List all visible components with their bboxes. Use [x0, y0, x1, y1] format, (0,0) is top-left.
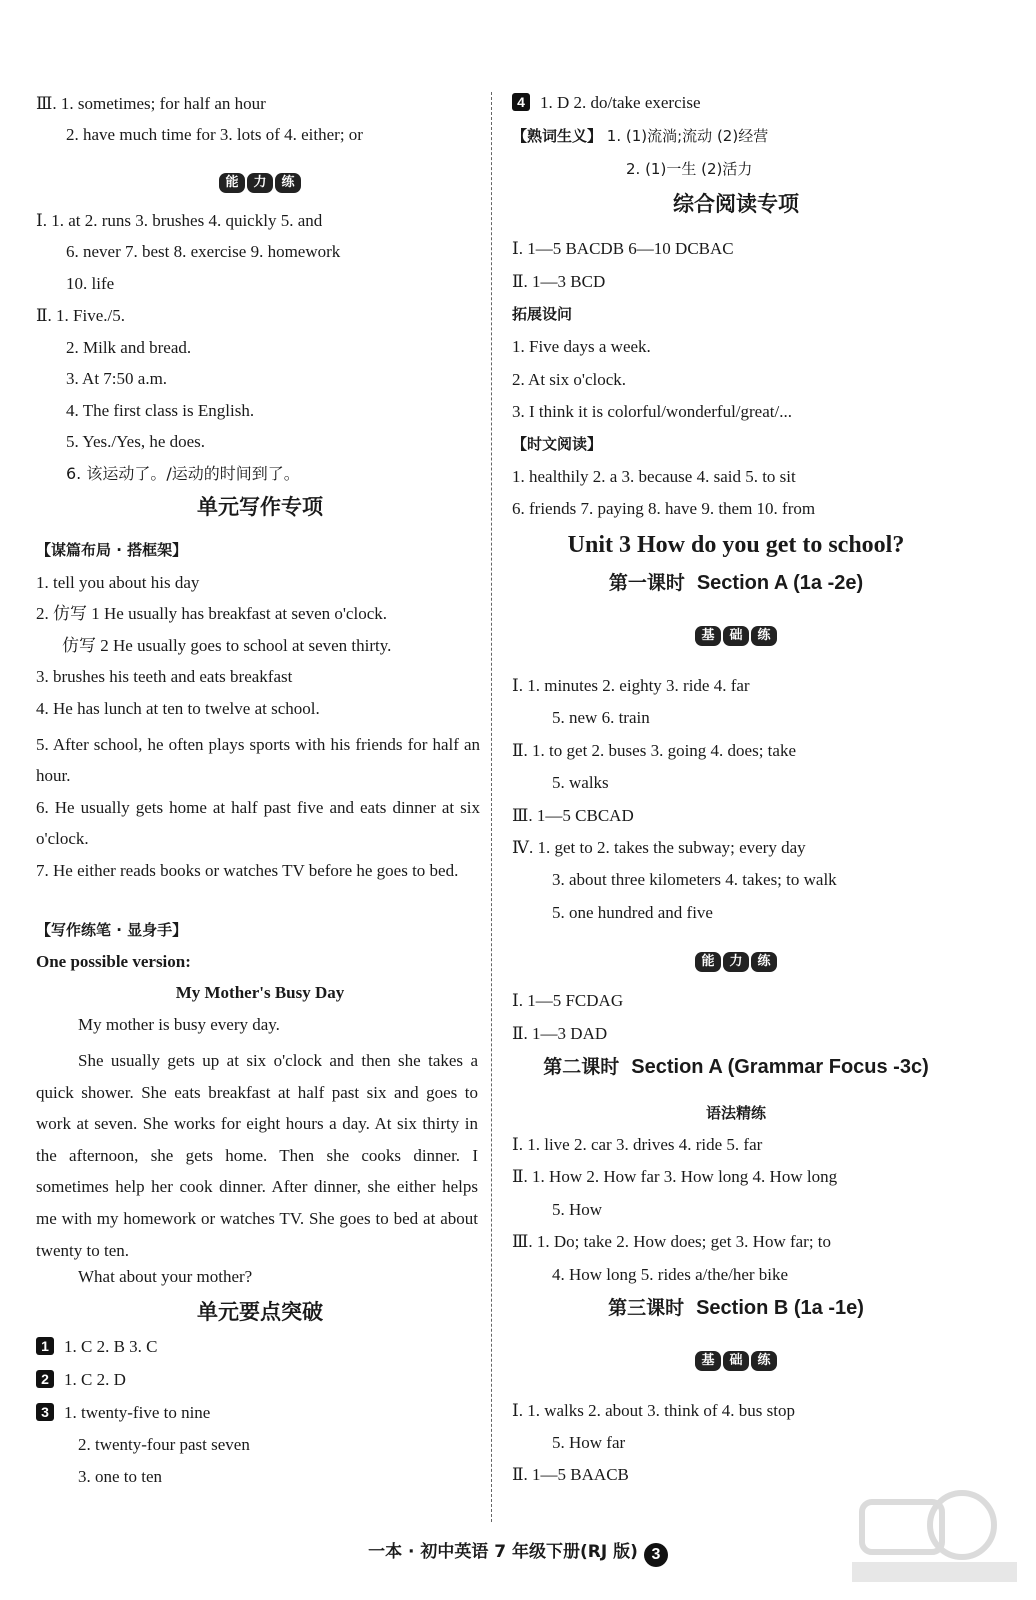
answer-line: 4. He has lunch at ten to twelve at school. — [36, 699, 320, 718]
answer-line: 5. new 6. train — [552, 708, 650, 727]
badge-char: 础 — [723, 1351, 749, 1371]
answer-line: Ⅰ. 1—5 FCDAG — [512, 991, 624, 1010]
answer-line: Ⅲ. 1—5 CBCAD — [512, 806, 634, 825]
page-number: 3 — [644, 1543, 668, 1567]
lesson-section: Section A (1a -2e) — [696, 572, 864, 594]
answer-line: 5. walks — [552, 773, 609, 792]
badge-char: 练 — [275, 173, 301, 193]
answer-line: 5. After school, he often plays sports with his friends for half an hour. — [36, 735, 480, 785]
badge-char: 基 — [695, 626, 721, 646]
answer-line: 4. The first class is English. — [66, 401, 255, 420]
essay-paragraph: My mother is busy every day. — [78, 1015, 280, 1034]
answer-line — [36, 1336, 158, 1358]
answer-line: 1. healthily 2. a 3. because 4. said 5. to sit — [512, 467, 796, 486]
answer-line: 1. Five days a week. — [512, 337, 651, 356]
answer-line: Ⅳ. 1. get to 2. takes the subway; every day — [512, 838, 806, 857]
answer-line: 6. 该运动了。/运动的时间到了。 — [66, 464, 300, 483]
ability-practice-header — [36, 173, 484, 193]
answer-line: Ⅲ. 1. Do; take 2. How does; get 3. How far; to — [512, 1232, 832, 1251]
answer-line: 6. friends 7. paying 8. have 9. them 10. from — [512, 499, 816, 518]
answer-line: 5. How far — [552, 1433, 626, 1452]
answer-line: 10. life — [66, 274, 115, 293]
answer-line — [36, 1369, 126, 1391]
lesson-number: 第二课时 — [543, 1056, 620, 1078]
answer-line: Ⅱ. 1—3 BCD — [512, 272, 606, 291]
item-number-box: 4 — [512, 93, 530, 111]
lesson-title — [512, 1295, 960, 1321]
lesson-section: Section B (1a -1e) — [696, 1297, 864, 1319]
answer-line: Ⅰ. 1—5 BACDB 6—10 DCBAC — [512, 239, 734, 258]
section-title: 综合阅读专项 — [673, 192, 799, 216]
subsection-label: 【时文阅读】 — [512, 435, 603, 453]
answer-line: 3. one to ten — [78, 1467, 163, 1486]
answer-line — [512, 92, 701, 114]
version-label: One possible version: — [36, 952, 191, 971]
answer-line: 仿写 2 He usually goes to school at seven thirty. — [62, 636, 392, 655]
item-number-box: 2 — [36, 1370, 54, 1388]
badge-char: 力 — [723, 952, 749, 972]
lesson-number: 第一课时 — [608, 572, 685, 594]
answer-line: 3. At 7:50 a.m. — [66, 369, 168, 388]
answer-line — [512, 125, 768, 147]
ability-practice-header — [512, 952, 960, 972]
section-title: 单元写作专项 — [197, 495, 323, 519]
answer-line: 2. At six o'clock. — [512, 370, 627, 389]
lesson-title — [512, 570, 960, 596]
answer-text: 1. C 2. D — [64, 1370, 126, 1389]
answer-line: 3. brushes his teeth and eats breakfast — [36, 667, 293, 686]
answer-text: 1. C 2. B 3. C — [64, 1337, 158, 1356]
subsection-label: 【熟词生义】 — [512, 127, 603, 145]
answer-line: 2. twenty-four past seven — [78, 1435, 250, 1454]
badge-char: 能 — [695, 952, 721, 972]
answer-line: Ⅱ. 1. How 2. How far 3. How long 4. How long — [512, 1167, 838, 1186]
lesson-title — [512, 1054, 960, 1080]
badge-char: 练 — [751, 1351, 777, 1371]
answer-line: 6. He usually gets home at half past five and eats dinner at six o'clock. — [36, 798, 480, 848]
answer-line: 5. one hundred and five — [552, 903, 713, 922]
badge-char: 练 — [751, 952, 777, 972]
answer-line: Ⅱ. 1. Five./5. — [36, 306, 126, 325]
answer-line: Ⅱ. 1—3 DAD — [512, 1024, 608, 1043]
answer-line: 2. 仿写 1 He usually has breakfast at seven o'clock. — [36, 604, 387, 623]
answer-line: 3. I think it is colorful/wonderful/great/... — [512, 402, 792, 421]
answer-line: Ⅰ. 1. live 2. car 3. drives 4. ride 5. far — [512, 1135, 763, 1154]
answer-line: 3. about three kilometers 4. takes; to walk — [552, 870, 837, 889]
essay-title: My Mother's Busy Day — [175, 983, 345, 1002]
answer-text: 1. twenty-five to nine — [64, 1403, 211, 1422]
answer-line: 4. How long 5. rides a/the/her bike — [552, 1265, 789, 1284]
item-number-box: 1 — [36, 1337, 54, 1355]
lesson-number: 第三课时 — [608, 1297, 685, 1319]
badge-char: 基 — [695, 1351, 721, 1371]
watermark-logo — [842, 1480, 1022, 1590]
subsection-label: 【写作练笔 · 显身手】 — [36, 921, 188, 939]
answer-text: 1. (1)流淌;流动 (2)经营 — [606, 127, 769, 145]
answer-line: Ⅱ. 1. to get 2. buses 3. going 4. does; take — [512, 741, 796, 760]
unit-title: Unit 3 How do you get to school? — [567, 532, 905, 558]
answer-line: Ⅰ. 1. minutes 2. eighty 3. ride 4. far — [512, 676, 750, 695]
badge-char: 础 — [723, 626, 749, 646]
subsection-label: 拓展设问 — [512, 305, 573, 323]
footer-text: 一本 · 初中英语 7 年级下册(RJ 版) — [368, 1542, 638, 1562]
answer-line: 6. never 7. best 8. exercise 9. homework — [66, 242, 341, 261]
essay-paragraph: She usually gets up at six o'clock and then she takes a quick shower. She eats breakfast at half past six and goes to work at seven. She works for eight hours a day. At six thirty in the afternoon, she gets home. Then she cooks dinner. I sometimes help her cook dinner. After dinner, she either helps me with my homework or watches TV. She goes to bed at about twenty to ten. — [36, 1051, 478, 1260]
answer-line: 2. Milk and bread. — [66, 338, 192, 357]
section-title: 单元要点突破 — [197, 1300, 323, 1324]
answer-line: 5. Yes./Yes, he does. — [66, 432, 206, 451]
basic-practice-header — [512, 1351, 960, 1371]
answer-line: 2. (1)一生 (2)活力 — [626, 160, 753, 178]
lesson-section: Section A (Grammar Focus -3c) — [631, 1056, 929, 1078]
answer-line: 5. How — [552, 1200, 603, 1219]
answer-line: Ⅱ. 1—5 BAACB — [512, 1465, 629, 1484]
answer-line: Ⅰ. 1. at 2. runs 3. brushes 4. quickly 5. and — [36, 211, 323, 230]
answer-line — [36, 1402, 210, 1424]
answer-line: 1. tell you about his day — [36, 573, 200, 592]
answer-text: 1. D 2. do/take exercise — [540, 93, 701, 112]
answer-line: Ⅰ. 1. walks 2. about 3. think of 4. bus stop — [512, 1401, 795, 1420]
answer-line: 2. have much time for 3. lots of 4. either; or — [66, 125, 363, 144]
subsection-label: 【谋篇布局 · 搭框架】 — [36, 541, 188, 559]
item-number-box: 3 — [36, 1403, 54, 1421]
column-divider — [491, 92, 492, 1522]
badge-char: 练 — [751, 626, 777, 646]
subsection-label: 语法精练 — [705, 1104, 766, 1122]
answer-line: 7. He either reads books or watches TV before he goes to bed. — [36, 861, 459, 880]
badge-char: 力 — [247, 173, 273, 193]
answer-line: Ⅲ. 1. sometimes; for half an hour — [36, 94, 266, 113]
essay-paragraph: What about your mother? — [78, 1267, 253, 1286]
basic-practice-header — [512, 626, 960, 646]
badge-char: 能 — [219, 173, 245, 193]
